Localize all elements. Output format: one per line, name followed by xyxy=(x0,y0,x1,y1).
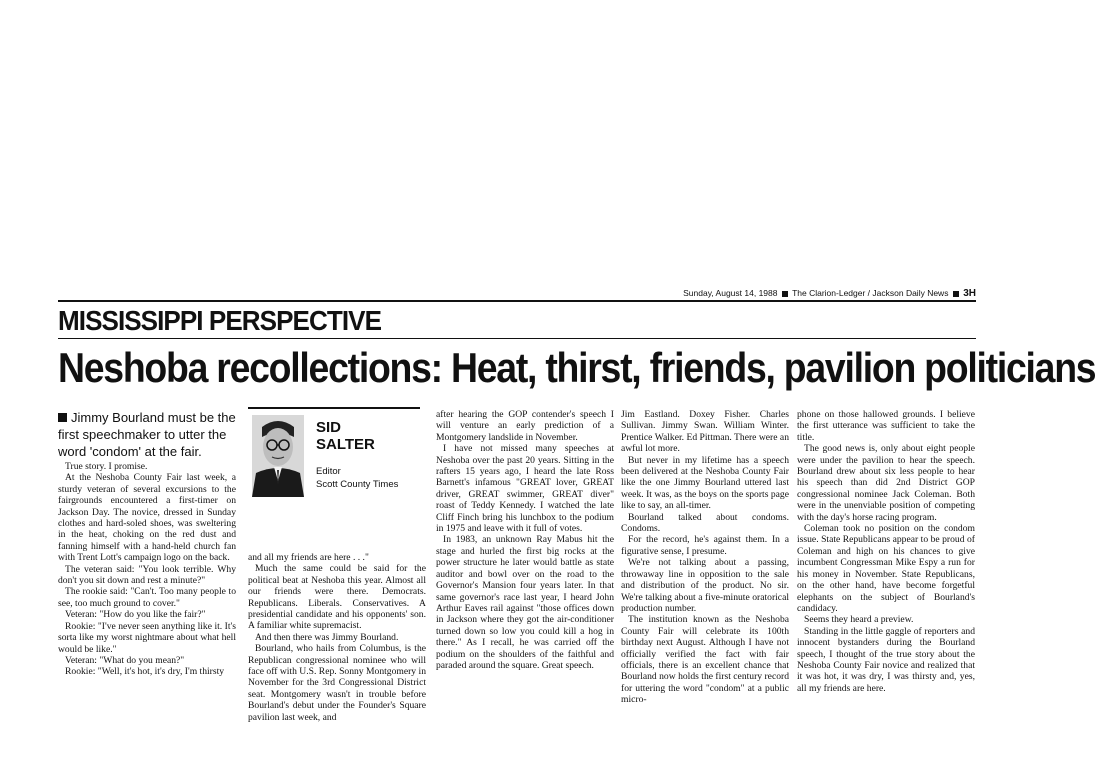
column-2 xyxy=(248,552,426,723)
paragraph: Jim Eastland. Doxey Fisher. Charles Sullivan. Jimmy Swan. William Winter. Prentice Walker. Ed Pittman. There were an awful lot more. xyxy=(621,409,789,455)
paragraph: Rookie: "Well, it's hot, it's dry, I'm thirsty xyxy=(65,666,225,678)
column-4 xyxy=(621,409,789,706)
paragraph: Standing in the little gaggle of reporters and innocent bystanders during the Bourland speech, I thought of the true story about the Neshoba County Fair novice and realized that it was hot, it was dry, I was thirsty and, yes, all my friends are here. xyxy=(797,625,975,694)
paragraph: I have not missed many speeches at Neshoba over the past 20 years. Sitting in the rafters 15 years ago, I heard the late Ross Barnett's infamous "GREAT lover, GREAT driver, GREAT swimmer, GREAT diver" roast of Teddy Kennedy. I watched the late Cliff Finch bring his lunchbox to the podium in 1975 and leave with it full of votes. xyxy=(436,443,614,535)
deck-text: Jimmy Bourland must be the first speechmaker to utter the word 'condom' at the fair. xyxy=(58,410,236,459)
separator-square-icon xyxy=(953,291,959,297)
author-portrait-icon xyxy=(252,415,304,497)
author-photo xyxy=(252,415,304,497)
dateline xyxy=(594,288,976,299)
paragraph: The good news is, only about eight people were under the pavilion to hear the speech. Bourland drew about six less people to hear his speech than did 2nd District GOP congressional nominee Jack Coleman. Both were in the unenviable position of competing with the day's horse racing program. xyxy=(797,443,975,523)
paragraph: The veteran said: "You look terrible. Why don't you sit down and rest a minute?" xyxy=(58,563,236,587)
paragraph: But never in my lifetime has a speech been delivered at the Neshoba County Fair like the one Jimmy Bourland uttered last week. It was, as the boys on the sports page like to say, an all-timer. xyxy=(621,454,789,512)
paragraph: Seems they heard a preview. xyxy=(804,614,914,626)
paragraph: The institution known as the Neshoba County Fair will celebrate its 100th birthday next August. Although I have not officially verified the fact with fair officials, there is an excellent chance that Bourland now holds the first century record for uttering the word "condom" at a public micro- xyxy=(621,614,789,706)
dateline-date: Sunday, August 14, 1988 xyxy=(683,288,778,298)
paragraph: phone on those hallowed grounds. I believe the first utterance was sufficient to take the title. xyxy=(797,409,975,443)
paragraph: For the record, he's against them. In a figurative sense, I presume. xyxy=(621,534,789,557)
paragraph: At the Neshoba County Fair last week, a sturdy veteran of several excursions to the fairgrounds encountered a first-timer on Jackson Day. The novice, dressed in Sunday clothes and hard-soled shoes, was sweltering in the heat, choking on the red dust and fanning himself with a hand-held church fan with Trent Lott's campaign logo on the back. xyxy=(58,472,236,564)
paragraph: We're not talking about a passing, throwaway line in opposition to the sale and distribution of the product. No sir. We're talking about a five-minute oratorical production number. xyxy=(621,557,789,614)
headline: Neshoba recollections: Heat, thirst, friends, pavilion politicians xyxy=(58,344,1095,391)
column-1 xyxy=(58,461,236,683)
dateline-paper: The Clarion-Ledger / Jackson Daily News xyxy=(792,288,949,298)
author-title: Editor Scott County Times xyxy=(316,466,399,490)
dateline-page: 3H xyxy=(963,288,976,299)
section-title: MISSISSIPPI PERSPECTIVE xyxy=(58,305,382,336)
paragraph: Bourland talked about condoms. Condoms. xyxy=(621,511,789,535)
paragraph: after hearing the GOP contender's speech I will venture an early prediction of a Montgomery landslide in November. xyxy=(436,409,614,443)
paragraph: The rookie said: "Can't. Too many people to see, too much ground to cover." xyxy=(58,586,236,609)
paragraph: Coleman took no position on the condom issue. State Republicans appear to be proud of Coleman and high on his chances to give incumbent Congressman Mike Espy a run for his money in November. State Republicans, on the other hand, have become forgetful elephants on the subject of Bourland's candidacy. xyxy=(797,523,975,614)
paragraph: and all my friends are here . . ." xyxy=(248,552,369,563)
paragraph: In 1983, an unknown Ray Mabus hit the stage and hurled the first big rocks at the power structure he later would battle as state auditor and bowl over on the road to the Governor's Mansion four years later. In that same governor's race last year, I heard John Arthur Eaves rail against "those offices down in Jackson where they got the air-conditioner turned down so low you could kill a hog in there." As I recall, he was carried off the podium on the shoulders of the faithful and paraded around the square. Great speech. xyxy=(436,534,614,671)
deck xyxy=(58,409,236,460)
paragraph: Bourland, who hails from Columbus, is the Republican congressional nominee who will face off with U.S. Rep. Sonny Montgomery in November for the 3rd Congressional District seat. Montgomery wasn't in trouble before Bourland's debut under the Founder's Square pavilion last week, and xyxy=(248,643,426,723)
section-rule xyxy=(58,338,976,339)
separator-square-icon xyxy=(782,291,788,297)
paragraph: Rookie: "I've never seen anything like it. It's sorta like my worst nightmare about what hell would be like." xyxy=(58,620,236,655)
column-5 xyxy=(797,409,975,694)
paragraph: Veteran: "How do you like the fair?" xyxy=(65,609,206,621)
paragraph: True story. I promise. xyxy=(65,461,148,472)
column-3 xyxy=(436,409,614,681)
byline-box xyxy=(248,407,420,502)
paragraph: And then there was Jimmy Bourland. xyxy=(255,631,399,643)
top-rule xyxy=(58,300,976,302)
paragraph: Much the same could be said for the political beat at Neshoba this year. Almost all our friends were there. Democrats. Republicans. Liberals. Conservatives. A presidential candidate and his opponents' son. A familiar white supremacist. xyxy=(248,563,426,632)
bullet-square-icon xyxy=(58,413,67,422)
author-name: SID SALTER xyxy=(316,419,375,453)
paragraph: Veteran: "What do you mean?" xyxy=(65,654,185,666)
